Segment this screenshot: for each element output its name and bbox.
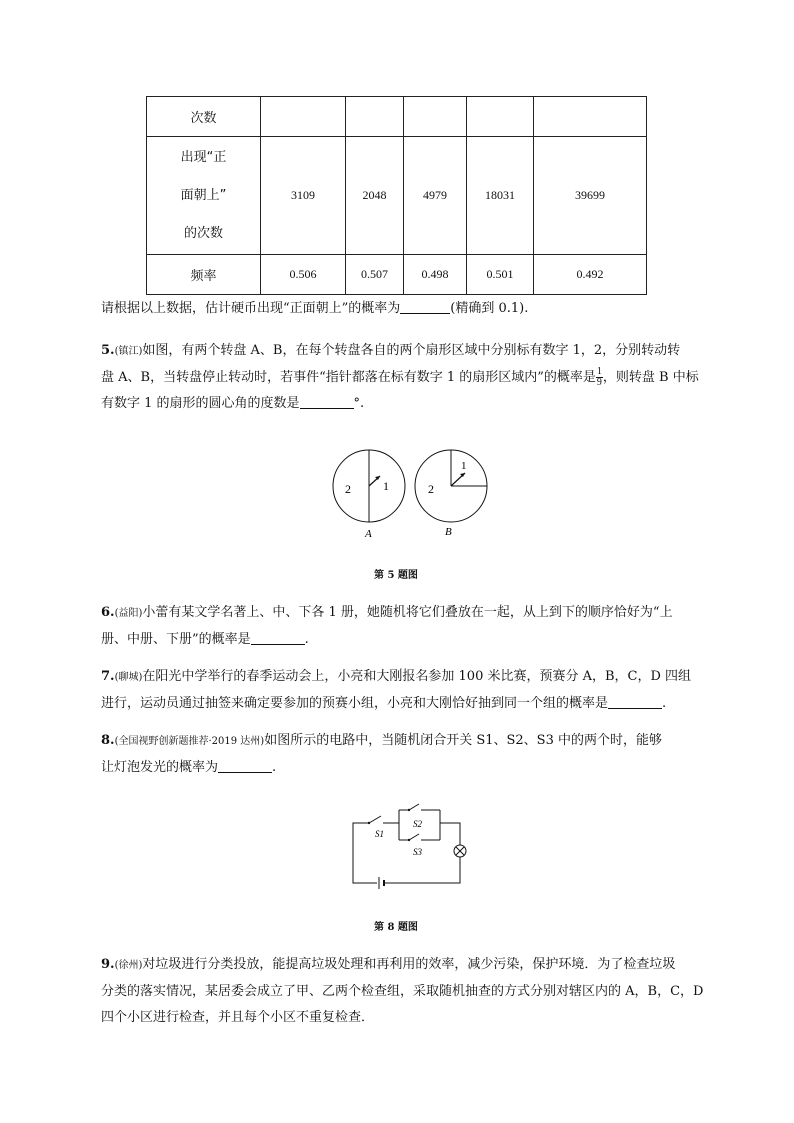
q9-text: 对垃圾进行分类投放，能提高垃圾处理和再利用的效率，减少污染，保护环境．为了检查垃圾 <box>142 957 676 972</box>
switch-s1-blade <box>369 816 381 823</box>
q5-text-end: °. <box>353 396 365 411</box>
table-cell: 0.507 <box>346 255 404 295</box>
question-9 <box>101 952 721 1031</box>
spinner-a-label-1: 1 <box>383 479 389 493</box>
table-row-label-frequency: 频率 <box>147 255 261 295</box>
coin-toss-table <box>146 96 647 295</box>
table-cell: 0.498 <box>404 255 467 295</box>
table-cell: 0.506 <box>261 255 346 295</box>
spinner-b-name: B <box>445 526 452 538</box>
q5-text: 盘 A、B，当转盘停止转动时，若事件“指针都落在标有数字 1 的扇形区域内”的概率是 <box>101 370 596 385</box>
switch-s1-contact <box>368 822 370 824</box>
q9-line2: 分类的落实情况，某居委会成立了甲、乙两个检查组，采取随机抽查的方式分别对辖区内的 A，B，C，D <box>101 984 704 999</box>
question-7 <box>101 664 721 717</box>
switch-s3-label: S3 <box>413 847 422 857</box>
q5-text: ，则转盘 B 中标 <box>602 370 699 385</box>
q7-text: 进行，运动员通过抽签来确定要参加的预赛小组，小亮和大刚恰好抽到同一个组的概率是 <box>101 696 609 711</box>
q7-line1 <box>101 664 721 691</box>
q8-text: 让灯泡发光的概率为 <box>101 760 219 775</box>
answer-blank <box>251 630 305 645</box>
q8-line1 <box>101 728 721 755</box>
question-source: (全国视野创新题推荐·2019 达州) <box>114 736 265 747</box>
q5-text: 有数字 1 的扇形的圆心角的度数是 <box>101 396 300 411</box>
q6-line1 <box>101 600 721 627</box>
table-cell <box>467 97 534 137</box>
circuit-wire-left <box>353 823 377 883</box>
table-cell <box>261 97 346 137</box>
q5-line3 <box>101 391 721 417</box>
table-cell: 0.501 <box>467 255 534 295</box>
q5-text: 如图，有两个转盘 A、B，在每个转盘各自的两个扇形区域中分别标有数字 1，2，分别转动转 <box>142 343 681 358</box>
figure-8-caption: 第 8 题图 <box>374 922 418 933</box>
circuit-wire-right-top <box>440 823 460 845</box>
question-number: 9. <box>101 957 115 972</box>
question-4-tail <box>101 296 721 322</box>
question-number: 6. <box>101 605 115 620</box>
answer-blank <box>400 299 450 314</box>
q4-text-end: (精确到 0.1). <box>450 301 529 316</box>
table-row-label-count: 次数 <box>147 97 261 137</box>
table-cell <box>346 97 404 137</box>
q5-line1 <box>101 338 721 365</box>
table-cell: 0.492 <box>534 255 647 295</box>
q6-line2 <box>101 627 721 653</box>
fraction-numerator: 1 <box>596 366 602 377</box>
table-cell: 2048 <box>346 137 404 255</box>
switch-s2-blade <box>409 804 419 810</box>
question-number: 5. <box>101 343 115 358</box>
spinner-a-label-2: 2 <box>345 482 351 496</box>
q7-text: 在阳光中学举行的春季运动会上，小亮和大刚报名参加 100 米比赛，预赛分 A，B，C，D 四组 <box>142 669 692 684</box>
answer-blank <box>608 694 662 709</box>
switch-s2-contact <box>408 809 410 811</box>
q8-line2 <box>101 755 721 781</box>
q4-text: 请根据以上数据，估计硬币出现“正面朝上”的概率为 <box>101 301 401 316</box>
question-6 <box>101 600 721 653</box>
table-row-label-heads <box>147 137 261 255</box>
spinner-b-label-1: 1 <box>461 460 467 472</box>
circuit-figure <box>345 800 470 892</box>
table-cell: 4979 <box>404 137 467 255</box>
question-source: (聊城) <box>114 672 143 683</box>
q5-line2 <box>101 365 721 391</box>
figure-5-caption: 第 5 题图 <box>374 570 418 581</box>
table-label-line: 面朝上” <box>180 187 227 203</box>
switch-s2-label: S2 <box>413 819 422 829</box>
question-number: 7. <box>101 669 115 684</box>
q8-text: 如图所示的电路中，当随机闭合开关 S1、S2、S3 中的两个时，能够 <box>264 733 662 748</box>
fraction-denominator: 9 <box>596 377 602 388</box>
spinner-a-name: A <box>365 528 372 540</box>
table-cell: 18031 <box>467 137 534 255</box>
table-label-line: 出现“正 <box>180 149 227 165</box>
circuit-wire-bottom <box>385 857 460 883</box>
answer-blank <box>300 394 354 409</box>
question-source: (益阳) <box>114 608 143 619</box>
table-cell: 3109 <box>261 137 346 255</box>
question-5 <box>101 338 721 417</box>
question-number: 8. <box>101 733 115 748</box>
spinner-b-label-2: 2 <box>428 482 434 496</box>
question-source: (镇江) <box>114 346 143 357</box>
table-cell <box>404 97 467 137</box>
table-cell: 39699 <box>534 137 647 255</box>
question-source: (徐州) <box>114 960 143 971</box>
answer-blank <box>218 758 272 773</box>
table-cell <box>534 97 647 137</box>
q7-line2 <box>101 691 721 717</box>
q6-text-end: . <box>304 632 309 647</box>
q9-line1 <box>101 952 721 979</box>
spinners-figure <box>325 445 495 545</box>
fraction <box>596 367 603 388</box>
q6-text: 册、中册、下册”的概率是 <box>101 632 251 647</box>
q6-text: 小蕾有某文学名著上、中、下各 1 册，她随机将它们叠放在一起，从上到下的顺序恰好为“上 <box>142 605 673 620</box>
q9-line3: 四个小区进行检查，并且每个小区不重复检查． <box>101 1010 375 1025</box>
question-8 <box>101 728 721 781</box>
q8-text-end: . <box>272 760 277 775</box>
switch-s3-contact <box>408 839 410 841</box>
q7-text-end: . <box>662 696 667 711</box>
table-label-line: 的次数 <box>183 225 223 241</box>
switch-s3-blade <box>409 834 419 840</box>
switch-s1-label: S1 <box>375 829 384 839</box>
